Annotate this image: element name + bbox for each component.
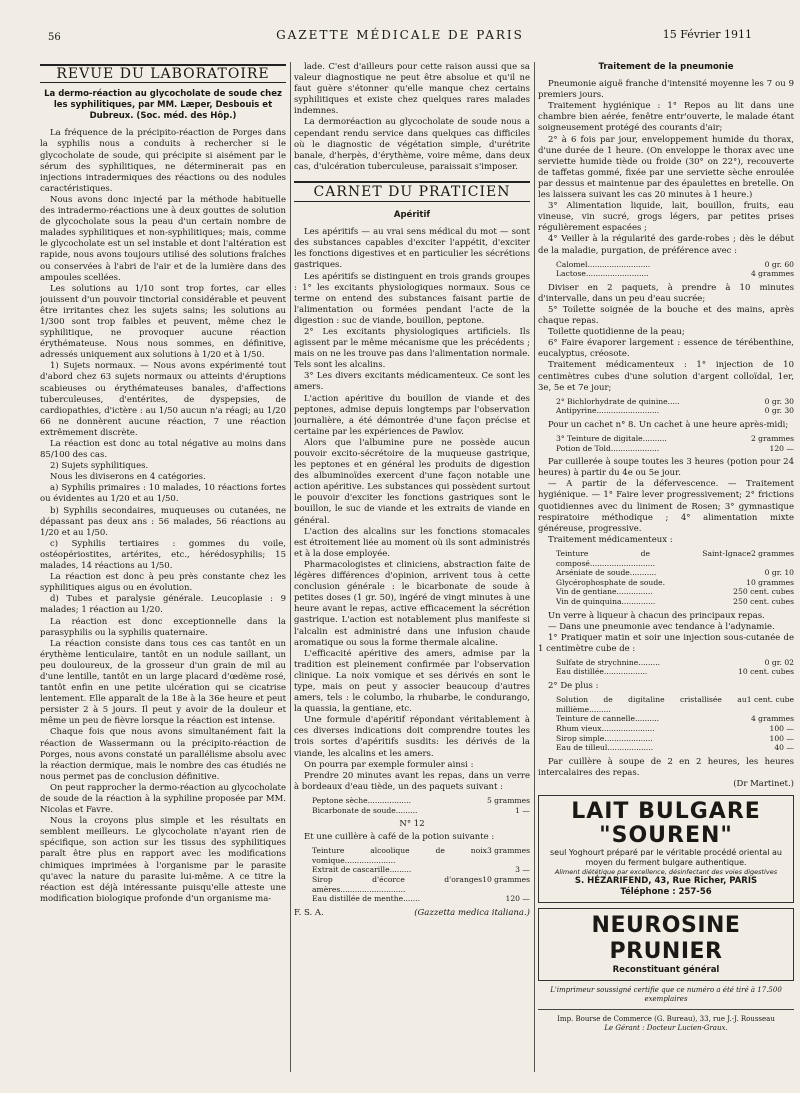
column-middle bbox=[294, 62, 530, 1082]
prescription bbox=[312, 846, 530, 904]
article-body bbox=[538, 457, 794, 546]
paragraph: 3° Alimentation liquide, lait, bouillon, fruits, eau vineuse, vin sucré, grogs légers, par petites prises régulièrement espacées ; bbox=[538, 201, 794, 234]
dose: 2 grammes bbox=[750, 434, 794, 443]
prescription-row bbox=[556, 578, 794, 588]
dose: 0 gr. 02 bbox=[764, 657, 794, 667]
prescription bbox=[556, 260, 794, 279]
prescription-row bbox=[556, 743, 794, 753]
paragraph: a) Syphilis primaires : 10 malades, 10 réactions fortes ou évidentes au 1/20 et au 1/50. bbox=[40, 483, 286, 505]
paragraph: 5° Toilette soignée de la bouche et des mains, après chaque repas. bbox=[538, 304, 794, 327]
paragraph: 1) Sujets normaux. — Nous avons expérimenté tout d'abord chez 63 sujets normaux ou atteints d'éruptions scabieuses ou érythémateuses banales, d'affections tuberculeuses, d'entérites, de dyspepsies, de cardiopathies, d'ictère : au 1/50 aucun n'a réagi; au 1/20 66 ne donnèrent aucune réaction, 7 une réaction extrêmement discrète. bbox=[40, 361, 286, 438]
paragraph: — Dans une pneumonie avec tendance à l'adynamie. bbox=[548, 621, 775, 632]
ingredient: Arséniate de soude........... bbox=[556, 568, 657, 578]
paragraph: La réaction est donc au total négative au moins dans 85/100 des cas. bbox=[40, 439, 286, 461]
column-divider bbox=[534, 62, 535, 1072]
column-left bbox=[40, 62, 286, 1082]
ingredient: Extrait de cascarille......... bbox=[312, 865, 412, 875]
paragraph: 6° Faire évaporer largement : essence de térébenthine, eucalyptus, créosote. bbox=[538, 338, 794, 360]
paragraph: Alors que l'albumine pure ne possède aucun pouvoir excito-sécrétoire de la muqueuse gastrique, les peptones et en général les produits de digestion des albuminoïdes exercent d'une façon notable une action apéritive. Les substances qui possèdent surtout le pouvoir d'exciter les fonctions gastriques sont le bouillon, le suc de viande et les extraits de viande en général. bbox=[294, 437, 530, 526]
paragraph: Traitement médicamenteux : bbox=[548, 534, 673, 545]
prescription-row bbox=[312, 806, 530, 816]
ingredient: Teinture de cannelle.......... bbox=[556, 714, 660, 724]
ingredient: Eau distillée.................. bbox=[556, 667, 648, 677]
prescription-row bbox=[556, 397, 794, 407]
dose: 120 — bbox=[769, 443, 794, 453]
ad-brand: NEUROSINE PRUNIER bbox=[591, 913, 741, 964]
dose: 3 — bbox=[515, 865, 530, 875]
ingredient: Sirop d'écorce d'oranges amères........................... bbox=[312, 875, 483, 894]
article-body bbox=[538, 283, 794, 394]
ad-line: Aliment diététique par excellence, désinfectant des voies digestives bbox=[554, 868, 778, 876]
ingredient: Peptone sèche.................. bbox=[312, 795, 412, 805]
ingredient: Solution de digitaline cristallisée au millième......... bbox=[556, 695, 747, 714]
dose: 120 — bbox=[505, 894, 530, 904]
ad-address: S. HÉZARIFEND, 43, Rue Richer, PARIS bbox=[574, 876, 758, 886]
paragraph: Traitement hygiénique : 1° Repos au lit dans une chambre bien aérée, fenêtre entr'ouverte, le malade étant soigneusement protégé des courants d'air; bbox=[538, 101, 794, 134]
prescription-row bbox=[556, 734, 794, 744]
article-title: Traitement de la pneumonie bbox=[598, 62, 734, 72]
paragraph: On peut rapprocher la dermo-réaction au glycocholate de soude de la réaction à la syphiline proposée par MM. Nicolas et Favre. bbox=[40, 782, 286, 816]
prescription-row bbox=[556, 658, 794, 668]
dose: 100 — bbox=[769, 733, 794, 743]
ad-tagline: Reconstituant général bbox=[612, 965, 720, 975]
ingredient: 2° Bichlorhydrate de quinine..... bbox=[556, 396, 680, 406]
dose: 0 gr. 60 bbox=[764, 259, 794, 269]
paragraph: Un verre à liqueur à chacun des principaux repas. bbox=[548, 610, 765, 621]
dose: 10 grammes bbox=[482, 875, 530, 885]
prescription-row bbox=[312, 796, 530, 806]
divider bbox=[538, 1009, 794, 1010]
prescription-row bbox=[556, 597, 794, 607]
paragraph: Nous les diviserons en 4 catégories. bbox=[50, 472, 206, 483]
prescription bbox=[312, 796, 530, 815]
article-body bbox=[40, 128, 286, 905]
prescription-row bbox=[556, 549, 794, 568]
dose: 0 gr. 30 bbox=[764, 406, 794, 416]
paragraph: La réaction est donc exceptionnelle dans la parasyphilis ou la syphilis quaternaire. bbox=[40, 616, 286, 638]
dose: 100 — bbox=[769, 723, 794, 733]
prescription-row bbox=[556, 587, 794, 597]
paragraph: Pneumonie aiguë franche d'intensité moyenne les 7 ou 9 premiers jours. bbox=[538, 79, 794, 101]
article-continuation bbox=[294, 62, 530, 173]
article-footer bbox=[294, 908, 530, 919]
dose: 4 grammes bbox=[750, 714, 794, 724]
paragraph: 3° Les divers excitants médicamenteux. Ce sont les amers. bbox=[294, 371, 530, 393]
paragraph: La dermoréaction au glycocholate de soude nous a cependant rendu service dans quelques cas difficiles où le diagnostic de végétation simple, d'urétrite banale, d'herpès, d'érythème, voire même, dans deux cas, d'ulcération tuberculeuse, paraissait s'imposer. bbox=[294, 117, 530, 172]
paragraph: d) Tubes et paralysie générale. Leucoplasie : 9 malades; 1 réaction au 1/20. bbox=[40, 594, 286, 616]
dose: 3 grammes bbox=[486, 846, 530, 856]
paragraph: La réaction consiste dans tous ces cas tantôt en un érythème lenticulaire, tantôt en un nodule saillant, un peu douloureux, de la grosseur d'un grain de mil au d'une lentille, tantôt en un large placard d'œdème rosé, tantôt enfin en une petite ulcération qui se cicatrise lentement. Elle apparaît de la 18e à la 36e heure et peut persister 2 à 5 jours. Il peut y avoir de la douleur et même un peu de fièvre lorsque la réaction est intense. bbox=[40, 638, 286, 727]
prescription-row bbox=[556, 714, 794, 724]
print-run-note: L'imprimeur soussigné certifie que ce numéro a été tiré à 17.500 exemplaires bbox=[550, 986, 782, 1003]
prescription bbox=[556, 695, 794, 753]
prescription-row bbox=[556, 724, 794, 734]
column-right bbox=[538, 62, 794, 1082]
paragraph: Les apéritifs — au vrai sens médical du mot — sont des substances capables d'exciter l'appétit, d'exciter les fonctions digestives et en particulier les sécrétions gastriques. bbox=[294, 227, 530, 271]
paragraph: Toilette quotidienne de la peau; bbox=[548, 327, 685, 338]
ad-brand: LAIT BULGARE "SOUREN" bbox=[571, 799, 761, 848]
prescription-row bbox=[556, 434, 794, 444]
paragraph: Une formule d'apéritif répondant véritablement à ces diverses indications doit comprendre toutes les trois sortes d'apéritifs susdits: les dérivés de la viande, les alcalins et les amers. bbox=[294, 715, 530, 759]
ingredient: Sulfate de strychnine......... bbox=[556, 657, 661, 667]
ad-line: seul Yoghourt préparé par le véritable procédé oriental au moyen du ferment bulgare authentique. bbox=[550, 848, 782, 867]
paragraph: L'efficacité apéritive des amers, admise par la tradition est pleinement confirmée par l'observation clinique. La noix vomique et ses dérivés en sont le type, mais on peut y associer beaucoup d'autres amers, tels : le columbo, la rhubarbe, le condurango, la quassia, la gentiane, etc. bbox=[294, 648, 530, 715]
dose: 0 gr. 30 bbox=[764, 396, 794, 406]
dose: 10 grammes bbox=[746, 577, 794, 587]
advertisement-lait-bulgare bbox=[538, 795, 794, 903]
article-body bbox=[538, 757, 794, 779]
prescription bbox=[556, 658, 794, 677]
paragraph: Les solutions au 1/10 sont trop fortes, car elles jouissent d'un pouvoir tinctorial considérable et peuvent être irritantes chez les sujets sains; les solutions au 1/300 sont trop faibles et peuvent, même chez le syphilitique, ne provoquer aucune réaction érythémateuse. Nous nous sommes, en définitive, adressés uniquement aux solutions à 1/20 et à 1/50. bbox=[40, 283, 286, 361]
paragraph: Chaque fois que nous avons simultanément fait la réaction de Wassermann ou la précipito-réaction de Porges, nous avons constaté un parallélisme absolu avec la réaction dermique, mais le nombre des cas étudiés ne nous permet pas de conclusion définitive. bbox=[40, 727, 286, 782]
dose: 40 — bbox=[774, 743, 794, 753]
column-divider bbox=[290, 62, 291, 1072]
signature: F. S. A. bbox=[294, 907, 324, 918]
article-title: Apéritif bbox=[393, 210, 431, 221]
dose: 2 grammes bbox=[750, 548, 794, 558]
prescription-row bbox=[312, 875, 530, 894]
paragraph: 2° à 6 fois par jour, enveloppement humide du thorax, d'une durée de 1 heure. (On enveloppe le thorax avec une serviette humide tiède ou froide (30° on 22°), recouverte de taffetas gommé, fixée par une serviette sèche enroulée par dessus et maintenue par des épaulettes en bretelle. On les laissera suivant les cas 20 minutes à 1 heure.) bbox=[538, 134, 794, 201]
source: (Gazzetta medica italiana.) bbox=[414, 907, 530, 918]
paragraph: — A partir de la défervescence. — Traitement hygiénique. — 1° Faire lever progressivement; 2° frictions quotidiennes avec du liniment de Rosen; 3° gymnastique respiratoire méthodique ; 4° alimentation mixte généreuse, progressive. bbox=[538, 479, 794, 534]
dose: 1 cent. cube bbox=[746, 695, 794, 705]
prescription-row bbox=[556, 444, 794, 454]
ingredient: Glycérophosphate de soude. bbox=[556, 577, 666, 587]
ingredient: Eau distillée de menthe....... bbox=[312, 894, 420, 904]
dose: 10 cent. cubes bbox=[738, 667, 794, 677]
section-title: REVUE DU LABORATOIRE bbox=[40, 64, 286, 83]
paragraph: 2) Sujets syphilitiques. bbox=[50, 461, 149, 472]
prescription-row bbox=[556, 695, 794, 714]
issue-date: 15 Février 1911 bbox=[662, 28, 752, 41]
paragraph: b) Syphilis secondaires, muqueuses ou cutanées, ne dépassant pas deux ans : 56 malades, 56 réactions au 1/20 et au 1/50. bbox=[40, 505, 286, 538]
paragraph: Nous avons donc injecté par la méthode habituelle des intradermo-réactions une à deux gouttes de solution de glycocholate sous la peau d'un certain nombre de malades syphilitiques et non-syphilitiques; mais, comme le glycocholate est un sel instable et dont l'altération est rapide, nous avons toujours utilisé des solutions fraîches ou conservées à l'abri de l'air et de la lumière dans des ampoules scellées. bbox=[40, 194, 286, 283]
page-number: 56 bbox=[48, 32, 61, 43]
prescription-row bbox=[556, 667, 794, 677]
prescription bbox=[556, 434, 794, 453]
ingredient: Vin de quinquina.............. bbox=[556, 596, 656, 606]
paragraph: Diviser en 2 paquets, à prendre à 10 minutes d'intervalle, dans un peu d'eau sucrée; bbox=[538, 282, 794, 304]
paragraph: Et une cuillère à café de la potion suivante : bbox=[304, 832, 495, 843]
prescription bbox=[556, 397, 794, 416]
dose: 250 cent. cubes bbox=[733, 596, 794, 606]
ingredient: Vin de gentiane............... bbox=[556, 587, 653, 597]
paragraph: 1° Pratiquer matin et soir une injection sous-cutanée de 1 centimètre cube de : bbox=[538, 632, 794, 654]
manager-line: Le Gérant : Docteur Lucien-Graux. bbox=[604, 1024, 728, 1032]
ad-phone: Téléphone : 257-56 bbox=[620, 887, 712, 897]
ingredient: Eau de tilleul................... bbox=[556, 743, 654, 753]
paragraph: 2° De plus : bbox=[548, 681, 599, 692]
page-header bbox=[48, 28, 752, 48]
dose: 1 — bbox=[515, 805, 530, 815]
prescription-row bbox=[312, 846, 530, 865]
article-body bbox=[294, 227, 530, 793]
dose: 4 grammes bbox=[750, 269, 794, 279]
paragraph: La fréquence de la précipito-réaction de Porges dans la syphilis nous a conduits à rechercher si le glycocholate de soude, qui précipite si aisément par le sérum des syphilitiques, ne déterminerait pas en injections intradermiques des réactions ou des nodules caractéristiques. bbox=[40, 128, 286, 194]
ingredient: Potion de Told.................... bbox=[556, 443, 660, 453]
section-title: CARNET DU PRATICIEN bbox=[294, 181, 530, 202]
paragraph: 4° Veiller à la régularité des garde-robes ; dès le début de la maladie, purgation, de préférence avec : bbox=[538, 234, 794, 256]
article-title: La dermo-réaction au glycocholate de soude chez les syphilitiques, par MM. Læper, Desbouis et Dubreux. (Soc. méd. des Hôp.) bbox=[44, 89, 282, 122]
paragraph: 2° Les excitants physiologiques artificiels. Ils agissent par le même mécanisme que les précédents ; mais on ne les trouve pas dans l'alimentation normale. Tels sont les alcalins. bbox=[294, 326, 530, 371]
paragraph: Prendre 20 minutes avant les repas, dans un verre à bordeaux d'eau tiède, un des paquets suivant : bbox=[294, 770, 530, 792]
paragraph: Les apéritifs se distinguent en trois grands groupes : 1° les excitants physiologiques normaux. Sous ce terme on entend des substances faisant partie de l'alimentation ou formées pendant l'acte de la digestion : suc de viande, bouillon, peptone. bbox=[294, 271, 530, 326]
paragraph: Traitement médicamenteux : 1° injection de 10 centimètres cubes d'une solution d'argent colloïdal, 1er, 3e, 5e et 7e jour; bbox=[538, 360, 794, 393]
paragraph: L'action des alcalins sur les fonctions stomacales est étroitement liée au moment où ils sont administrés et à la dose employée. bbox=[294, 526, 530, 559]
ingredient: Teinture de Saint-Ignace composé........................... bbox=[556, 548, 751, 568]
paragraph: Par cuillère à soupe de 2 en 2 heures, les heures intercalaires des repas. bbox=[538, 756, 794, 778]
prescription-row bbox=[556, 269, 794, 279]
paragraph: Pour un cachet n° 8. Un cachet à une heure après-midi; bbox=[548, 419, 789, 430]
paragraph: Nous la croyons plus simple et les résultats en semblent meilleurs. Le glycocholate n'ayant rien de spécifique, son action sur les tissus des syphilitiques paraît être plus en rapport avec les modifications chimiques imprimées à l'organisme par le parasite qu'avec la nature du parasite lui-même. A ce titre la réaction est déjà intéressante puisqu'elle atteste une modification biologique profonde d'un organisme ma- bbox=[40, 816, 286, 904]
prescription-row bbox=[556, 568, 794, 578]
printer-line: Imp. Bourse de Commerce (G. Bureau), 33, rue J.-J. Rousseau bbox=[557, 1015, 775, 1023]
article-body bbox=[538, 420, 794, 431]
dose: 250 cent. cubes bbox=[733, 587, 794, 597]
dose: 5 grammes bbox=[486, 795, 530, 805]
paragraph: Par cuillerée à soupe toutes les 3 heures (potion pour 24 heures) à partir du 4e ou 5e jour. bbox=[538, 457, 794, 479]
paragraph: La réaction est donc à peu près constante chez les syphilitiques aigus ou en évolution. bbox=[40, 572, 286, 594]
prescription-count: N° 12 bbox=[399, 819, 425, 830]
dose: 0 gr. 10 bbox=[764, 568, 794, 578]
paragraph: lade. C'est d'ailleurs pour cette raison aussi que sa valeur diagnostique ne peut être absolue et qu'il ne faut guère s'étonner qu'elle manque chez certains syphilitiques et existe chez quelques rares malades indemnes. bbox=[294, 62, 530, 117]
ingredient: Sirop simple.................... bbox=[556, 733, 653, 743]
article-body bbox=[538, 611, 794, 655]
ingredient: Teinture alcoolique de noix vomique..................... bbox=[312, 846, 487, 865]
paragraph: L'action apéritive du bouillon de viande et des peptones, admise depuis longtemps par l'observation journalière, a été démontrée d'une façon précise et certaine par les expériences de Pawlov. bbox=[294, 393, 530, 437]
ingredient: Bicarbonate de soude......... bbox=[312, 805, 418, 815]
ingredient: Antipyrine.......................... bbox=[556, 406, 660, 416]
journal-title: GAZETTE MÉDICALE DE PARIS bbox=[276, 28, 524, 42]
ingredient: Rhum vieux...................... bbox=[556, 723, 655, 733]
paragraph: Pharmacologistes et cliniciens, abstraction faite de légères différences d'opinion, arrivent tous à cette conclusion générale : le bicarbonate de soude à petites doses (1 gr. 50), ingéré de vingt minutes à une heure avant le repas, active efficacement la sécrétion gastrique. L'action est notablement plus manifeste si l'alcalin est administré dans une infusion chaude aromatique ou sous la forme thermale alcaline. bbox=[294, 559, 530, 648]
advertisement-neurosine bbox=[538, 908, 794, 981]
paragraph: On pourra par exemple formuler ainsi : bbox=[304, 759, 474, 770]
ingredient: Calomel.......................... bbox=[556, 259, 651, 269]
ingredient: 3° Teinture de digitale.......... bbox=[556, 434, 667, 443]
article-body bbox=[538, 79, 794, 257]
prescription-row bbox=[312, 865, 530, 875]
ingredient: Lactose.......................... bbox=[556, 269, 649, 279]
prescription bbox=[556, 549, 794, 607]
prescription-row bbox=[556, 260, 794, 270]
signature: (Dr Martinet.) bbox=[733, 778, 794, 789]
prescription-row bbox=[556, 406, 794, 416]
prescription-row bbox=[312, 894, 530, 904]
paragraph: c) Syphilis tertiaires : gommes du voile, ostéopériostites, artérites, etc., hérédosyphilis; 15 malades, 14 réactions au 1/50. bbox=[40, 538, 286, 572]
